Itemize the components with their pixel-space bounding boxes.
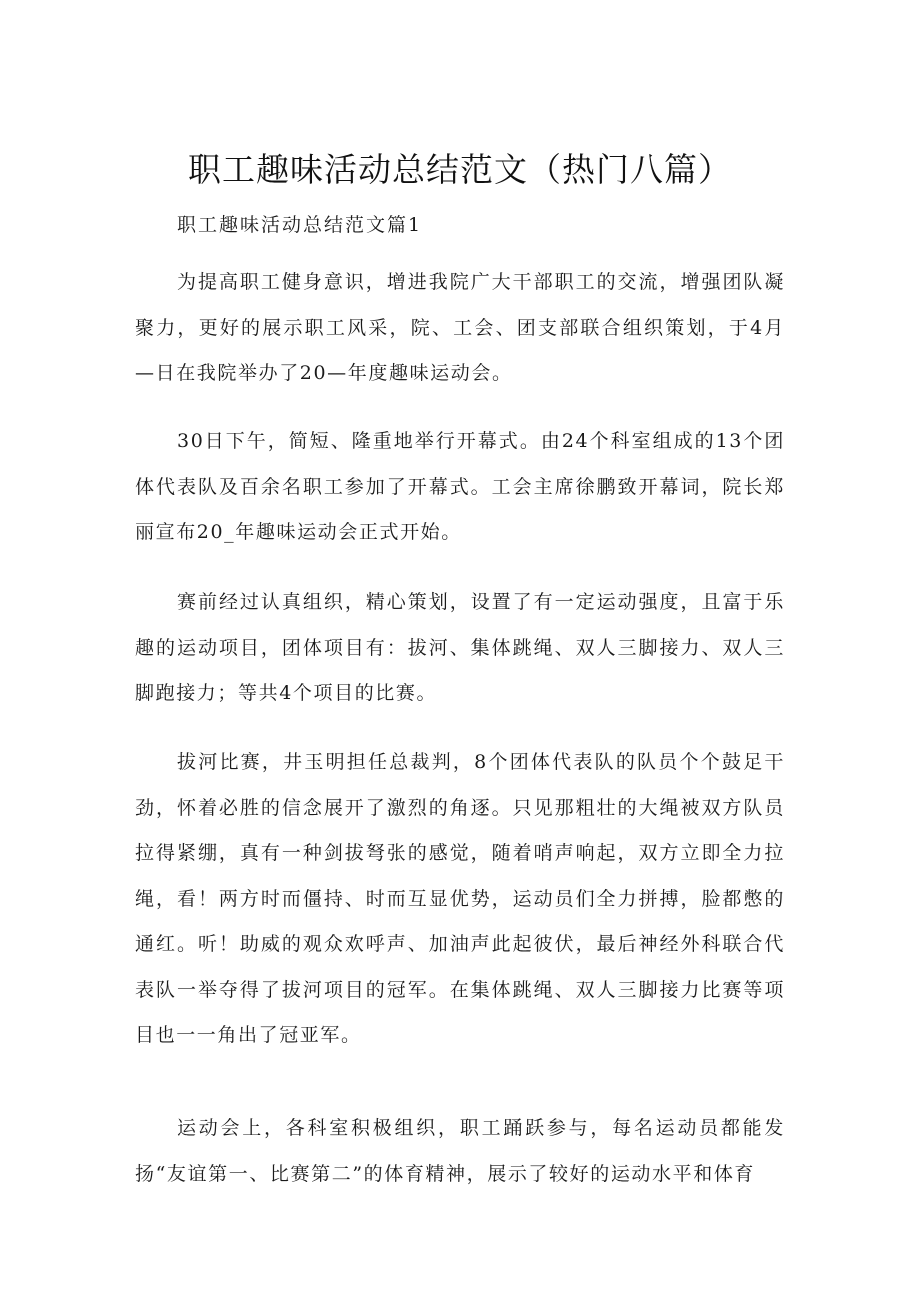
paragraph-1: 为提高职工健身意识，增进我院广大干部职工的交流，增强团队凝聚力，更好的展示职工风采，院、工会、团支部联合组织策划，于4月—日在我院举办了20—年度趣味运动会。 [135, 271, 785, 384]
paragraph-3: 赛前经过认真组织，精心策划，设置了有一定运动强度，且富于乐趣的运动项目，团体项目有：拔河、集体跳绳、双人三脚接力、双人三脚跑接力；等共4个项目的比赛。 [135, 591, 785, 704]
paragraph-4: 拔河比赛，井玉明担任总裁判，8个团体代表队的队员个个鼓足干劲，怀着必胜的信念展开了激烈的角逐。只见那粗壮的大绳被双方队员拉得紧绷，真有一种剑拔弩张的感觉，随着哨声响起，双方立即全力拉绳，看！两方时而僵持、时而互显优势，运动员们全力拼搏，脸都憋的通红。听！助威的观众欢呼声、加油声此起彼伏，最后神经外科联合代表队一举夺得了拔河项目的冠军。在集体跳绳、双人三脚接力比赛等项目也一一角出了冠亚军。 [135, 751, 785, 1046]
paragraph-2: 30日下午，简短、隆重地举行开幕式。由24个科室组成的13个团体代表队及百余名职工参加了开幕式。工会主席徐鹏致开幕词，院长郑丽宣布20_年趣味运动会正式开始。 [135, 430, 785, 543]
paragraph-5: 运动会上，各科室积极组织，职工踊跃参与，每名运动员都能发扬“友谊第一、比赛第二”的体育精神，展示了较好的运动水平和体育 [135, 1117, 785, 1185]
document-subtitle: 职工趣味活动总结范文篇1 [177, 214, 423, 236]
document-title: 职工趣味活动总结范文（热门八篇） [188, 150, 732, 189]
